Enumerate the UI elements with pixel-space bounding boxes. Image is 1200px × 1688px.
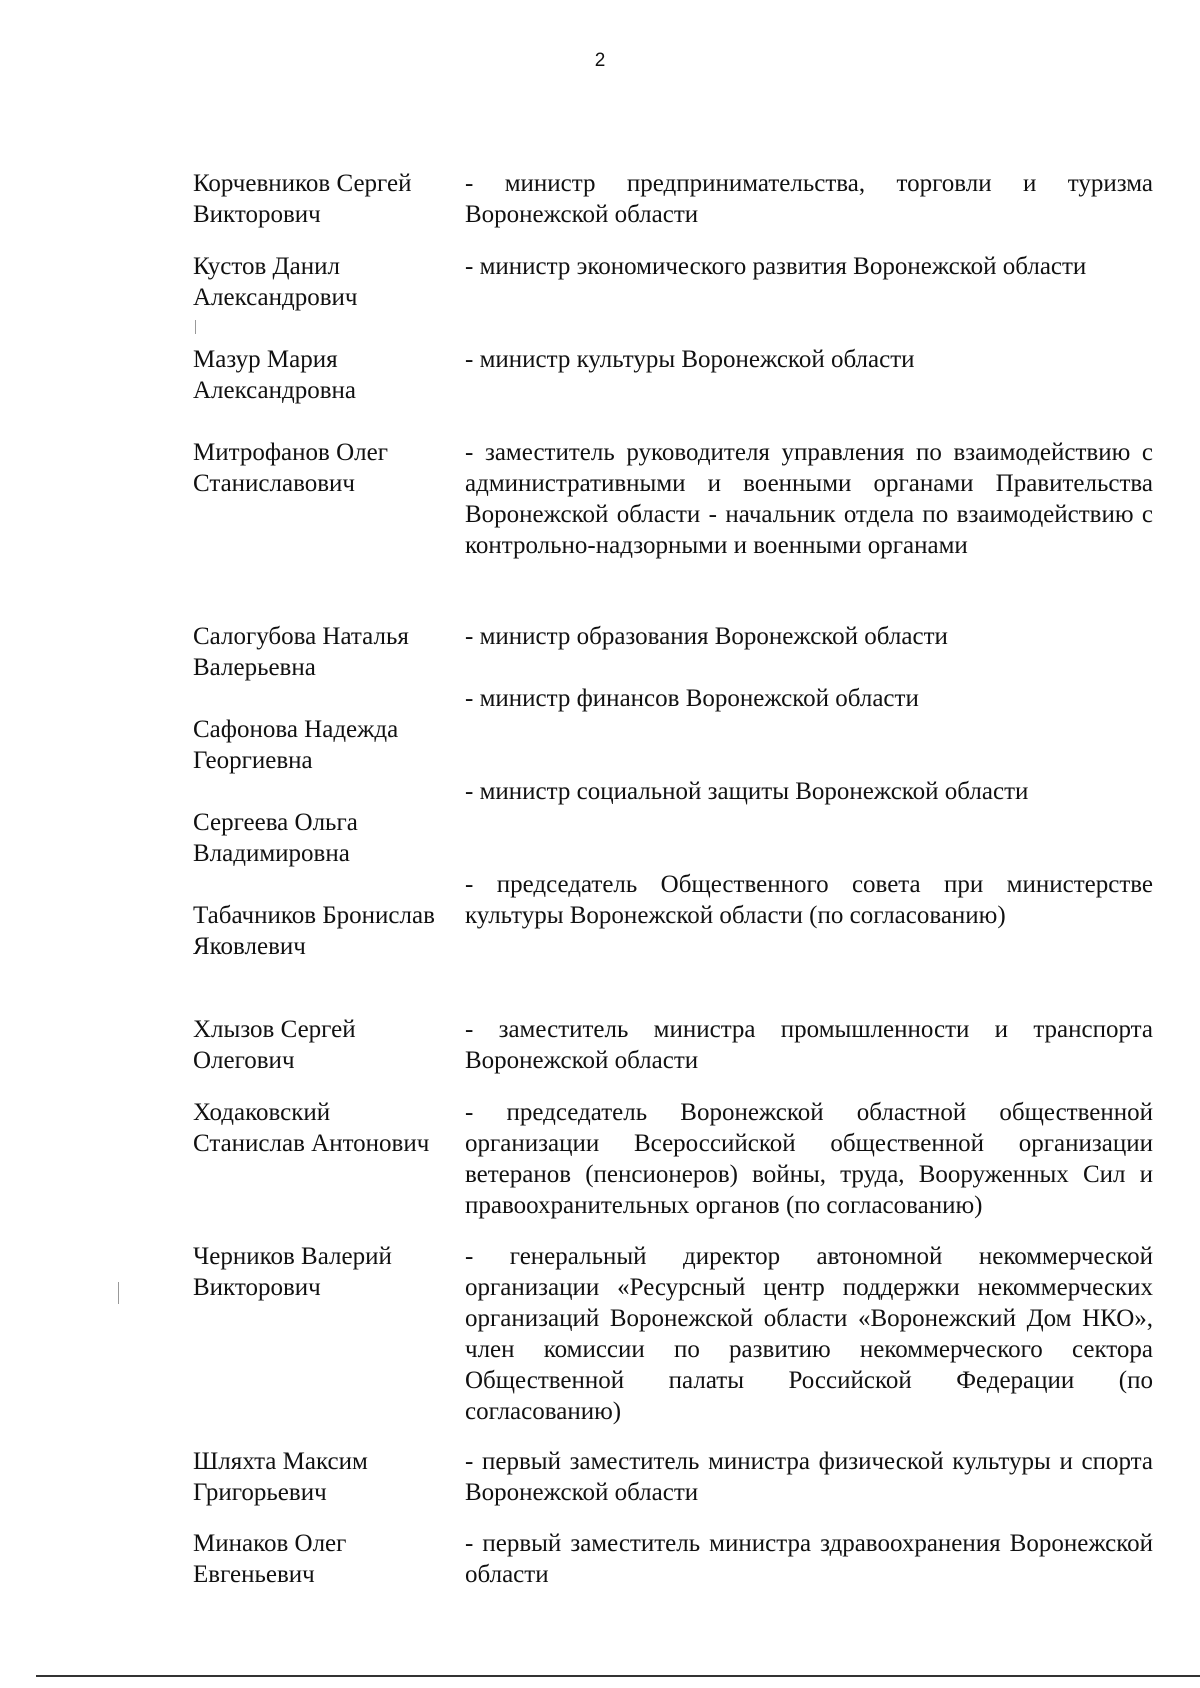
member-name: Табачников Бронислав Яковлевич [193, 902, 435, 960]
member-role: - председатель Общественного совета при министерстве культуры Воронежской области (по согласованию) [465, 871, 1153, 929]
member-name: Черников Валерий Викторович [193, 1243, 392, 1301]
member-role: - заместитель министра промышленности и транспорта Воронежской области [465, 1016, 1153, 1074]
member-role: - министр экономического развития Воронежской области [465, 253, 1087, 280]
member-name: Кустов Данил Александрович [193, 253, 358, 311]
member-name: Салогубова Наталья Валерьевна [193, 623, 409, 681]
member-name: Сергеева Ольга Владимировна [193, 809, 358, 867]
member-role: - министр образования Воронежской области [465, 623, 948, 650]
member-name: Ходаковский Станислав Антонович [193, 1099, 430, 1157]
scan-artifact [195, 320, 196, 334]
member-name: Корчевников Сергей Викторович [193, 170, 412, 228]
scan-artifact [118, 1282, 119, 1304]
member-role: - министр социальной защиты Воронежской области [465, 778, 1029, 805]
member-role: - заместитель руководителя управления по взаимодействию с административными и военными органами Правительства Воронежской области - начальник отдела по взаимодействию с контрольно-надзорными и военными органами [465, 439, 1153, 559]
member-role: - генеральный директор автономной некоммерческой организации «Ресурсный центр поддержки некоммерческих организаций Воронежской области «Воронежский Дом НКО», член комиссии по развитию некоммерческого сектора Общественной палаты Российской Федерации (по согласованию) [465, 1243, 1153, 1425]
member-name: Хлызов Сергей Олегович [193, 1016, 356, 1074]
member-role: - первый заместитель министра физической культуры и спорта Воронежской области [465, 1448, 1153, 1506]
member-name: Шляхта Максим Григорьевич [193, 1448, 368, 1506]
member-name: Сафонова Надежда Георгиевна [193, 716, 399, 774]
member-role: - председатель Воронежской областной общественной организации Всероссийской общественной организации ветеранов (пенсионеров) войны, труда, Вооруженных Сил и правоохранительных органов (по согласованию) [465, 1099, 1153, 1219]
member-role: - министр культуры Воронежской области [465, 346, 915, 373]
member-name: Минаков Олег Евгеньевич [193, 1530, 347, 1588]
member-name: Мазур Мария Александровна [193, 346, 357, 404]
page-number: 2 [594, 50, 606, 71]
member-role: - министр финансов Воронежской области [465, 685, 919, 712]
member-name: Митрофанов Олег Станиславович [193, 439, 388, 497]
page-bottom-rule [36, 1675, 1200, 1677]
member-role: - министр предпринимательства, торговли и туризма Воронежской области [465, 170, 1153, 228]
member-role: - первый заместитель министра здравоохранения Воронежской области [465, 1530, 1153, 1588]
